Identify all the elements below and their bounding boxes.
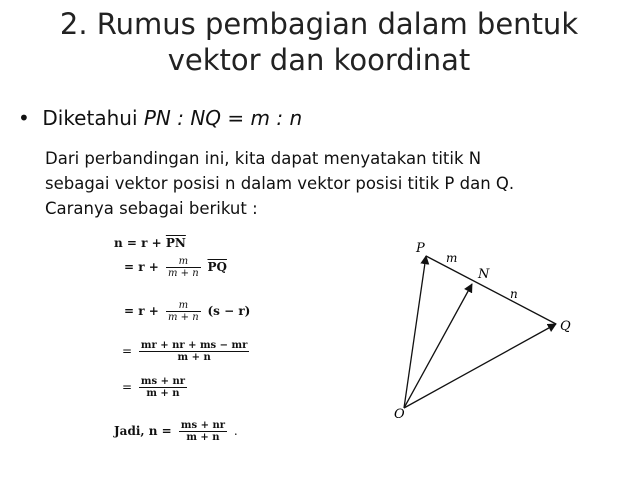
eq-4-fraction [139,340,249,363]
eq-4-numerator: mr + nr + ms − mr [140,340,248,351]
eq-4-denominator: m + n [177,352,211,363]
eq-2-denominator: m + n [167,268,199,279]
derivation-line-1 [114,236,186,250]
eq-2-fraction [166,256,201,279]
derivation [114,234,404,454]
eq-2-vector: $\overline{PQ}$ [207,260,227,274]
bullet-label: Diketahui [42,106,138,130]
label-n-ratio: n [510,287,518,301]
label-o: O [394,407,405,422]
explanation-line-1: Dari perbandingan ini, kita dapat menyatakan titik N [45,149,482,168]
eq-4-left: = [122,344,133,358]
eq-6-period: . [233,424,238,438]
explanation-line-3: Caranya sebagai berikut : [45,199,258,218]
eq-6-left: Jadi, n = [114,424,176,438]
derivation-line-4 [122,340,252,363]
title-line-2: vektor dan koordinat [167,43,471,77]
eq-6-denominator: m + n [186,432,220,443]
eq-3-numerator: m [166,300,201,312]
derivation-line-3 [124,300,250,323]
label-n: N [478,267,490,282]
bullet-icon: • [18,106,30,130]
derivation-line-6 [114,420,238,443]
eq-6-fraction [179,420,227,443]
eq-1-left: n = r + [114,236,166,250]
eq-5-left: = [122,380,133,394]
derivation-line-2 [124,256,227,279]
bullet-ratio: PN : NQ = m : n [143,106,303,130]
eq-6-numerator: ms + nr [180,420,225,431]
eq-1-vector: $\overline{PN}$ [165,236,186,250]
eq-5-numerator: ms + nr [140,376,185,387]
derivation-line-5 [122,376,190,399]
eq-5-fraction [139,376,187,399]
eq-3-fraction [166,300,201,323]
eq-5-denominator: m + n [146,388,180,399]
vector-diagram [380,236,590,426]
bullet-given [18,106,302,130]
eq-3-denominator: m + n [167,312,199,323]
label-q: Q [560,319,571,334]
segment-pq [426,256,556,324]
label-m: m [446,251,458,265]
eq-2-left: = r + [124,260,163,274]
title-line-1: 2. Rumus pembagian dalam bentuk [59,7,579,41]
eq-3-left: = r + [124,304,163,318]
label-p: P [416,241,425,256]
explanation-line-2: sebagai vektor posisi n dalam vektor posisi titik P dan Q. [45,174,515,193]
eq-3-right: (s − r) [207,304,251,318]
explanation-text [45,146,630,221]
slide-title [0,6,638,78]
eq-2-numerator: m [166,256,201,268]
vector-op-arrow [404,256,426,408]
